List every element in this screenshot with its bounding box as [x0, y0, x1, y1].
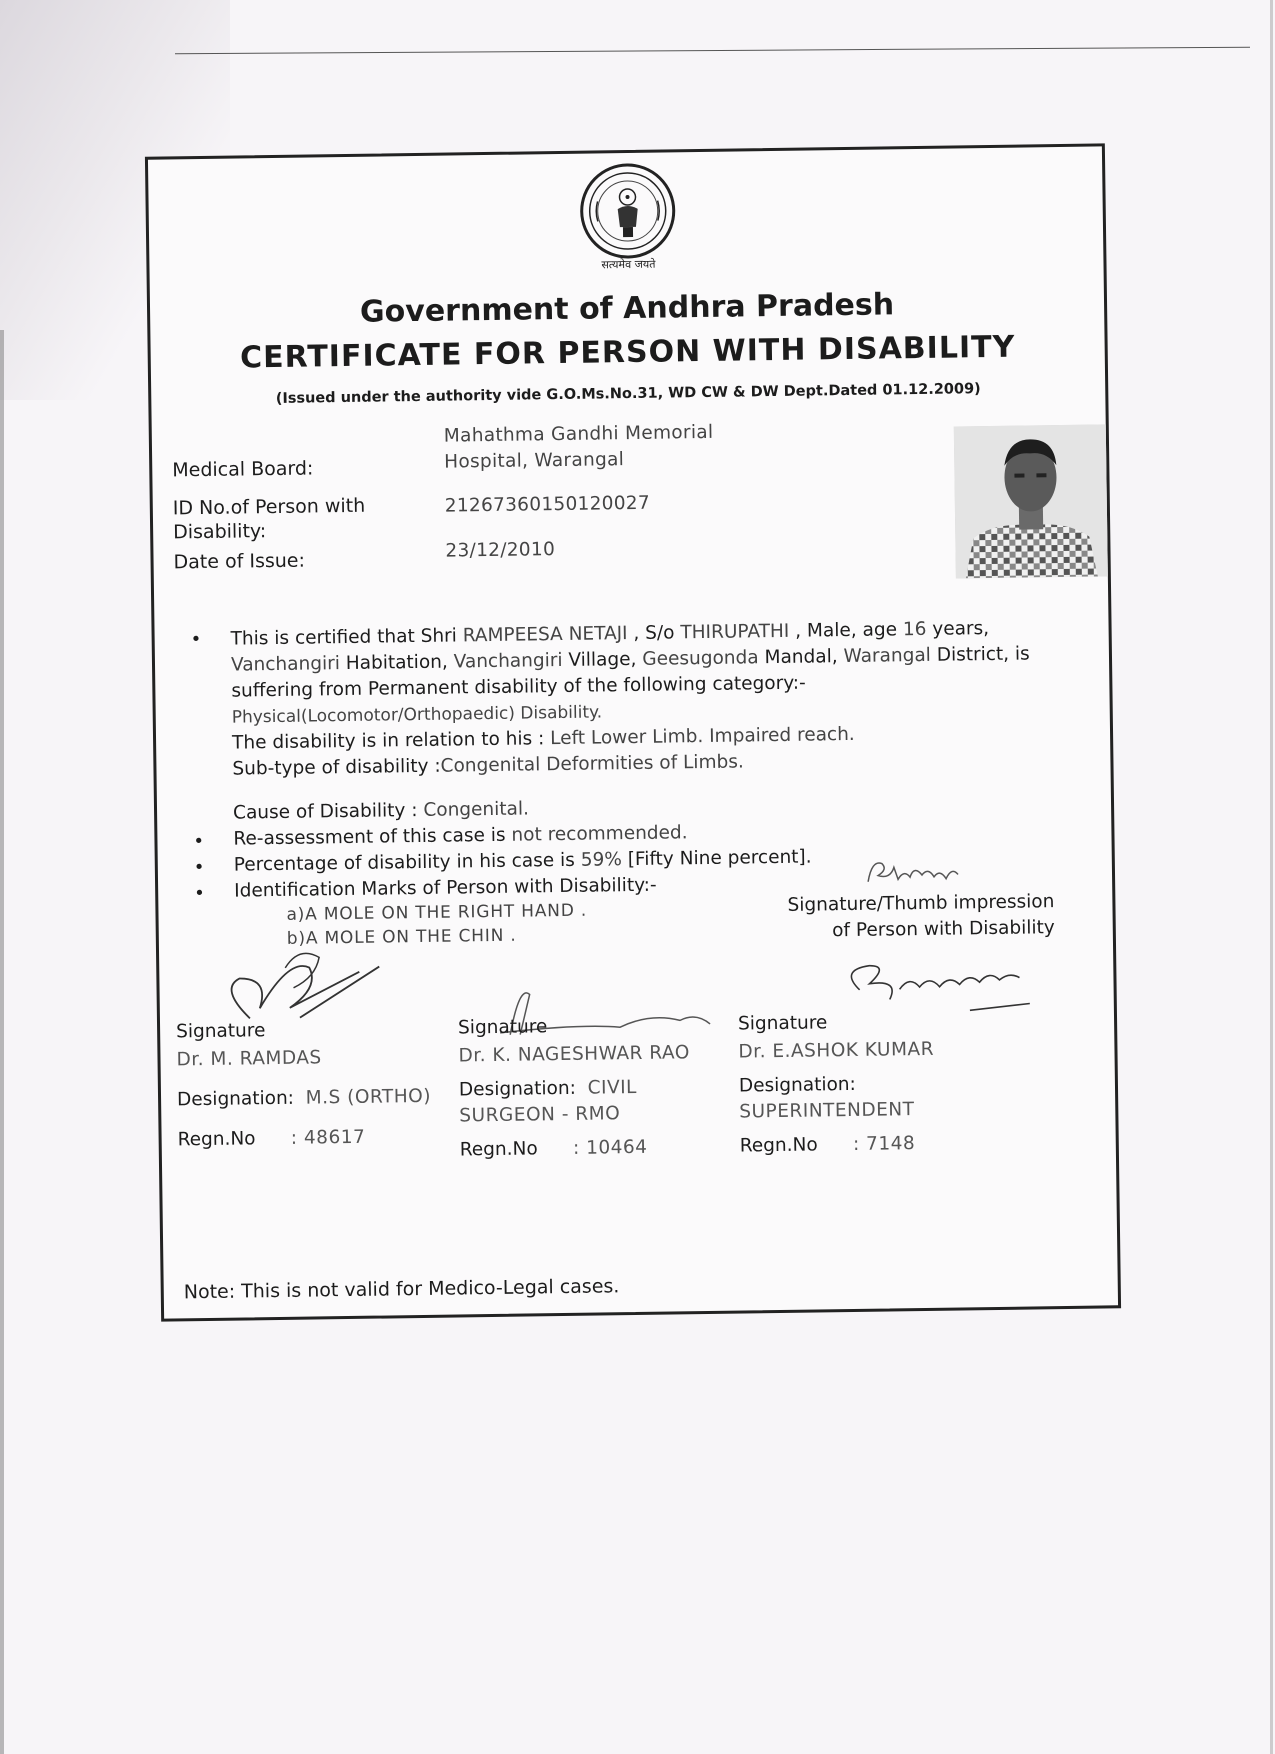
doctor3-regn: Regn.No : 7148	[739, 1133, 916, 1157]
signature-scribble	[818, 848, 1019, 891]
doctor3-block	[738, 1008, 1030, 1160]
statement-line-3: suffering from Permanent disability of the following category:-	[231, 672, 806, 702]
doctor1-signature-label: Signature	[175, 1020, 266, 1043]
doctor2-regn: Regn.No : 10464	[459, 1136, 648, 1161]
doctor1-designation: Designation: M.S (ORTHO)	[176, 1085, 432, 1111]
identification-mark-b: b)A MOLE ON THE CHIN .	[286, 925, 517, 949]
certificate-title: CERTIFICATE FOR PERSON WITH DISABILITY	[239, 329, 1016, 376]
id-label-line1: ID No.of Person with	[172, 494, 366, 520]
doctor3-designation-label: Designation:	[738, 1073, 856, 1097]
person-photo-image	[954, 424, 1108, 578]
doctor2-designation: Designation: CIVIL	[458, 1076, 638, 1101]
right-scan-edge	[1270, 0, 1273, 1754]
father-name: THIRUPATHI	[680, 620, 790, 644]
cause-line: Cause of Disability : Congenital.	[232, 798, 530, 824]
medical-board-label: Medical Board:	[172, 457, 314, 482]
relation-line: The disability is in relation to his : Left Lower Limb. Impaired reach.	[231, 723, 855, 754]
person-name: RAMPEESA NETAJI	[462, 623, 628, 647]
identification-mark-a: a)A MOLE ON THE RIGHT HAND .	[286, 900, 588, 925]
date-value: 23/12/2010	[445, 539, 556, 562]
doctor3-designation: SUPERINTENDENT	[739, 1099, 915, 1123]
disability-category: Physical(Locomotor/Orthopaedic) Disability.	[231, 702, 603, 728]
person-handwritten-signature	[818, 848, 1019, 891]
id-label-line2: Disability:	[173, 520, 267, 544]
emblem-motto: सत्यमेव जयते	[601, 257, 656, 272]
identification-marks-label: Identification Marks of Person with Disability:-	[234, 874, 657, 902]
date-label: Date of Issue:	[173, 549, 306, 574]
state-emblem	[574, 160, 682, 279]
doctor3-name: Dr. E.ASHOK KUMAR	[738, 1038, 935, 1063]
medical-board-line2: Hospital, Warangal	[444, 449, 625, 473]
percentage-line: Percentage of disability in his case is 59% [Fifty Nine percent].	[233, 846, 812, 876]
authority-line: (Issued under the authority vide G.O.Ms.No.31, WD CW & DW Dept.Dated 01.12.2009)	[275, 381, 981, 407]
reassessment-line: Re-assessment of this case is not recommended.	[233, 822, 688, 850]
percentage-value: 59%	[580, 849, 623, 871]
left-scan-edge	[0, 330, 4, 1754]
doctor1-block	[176, 1016, 448, 1154]
bullet-icon: •	[190, 629, 202, 651]
doctor2-block	[458, 1012, 730, 1164]
bullet-icon: •	[194, 882, 205, 905]
statement-line-2: Vanchangiri Habitation, Vanchangiri Village, Geesugonda Mandal, Warangal District, is	[230, 643, 1030, 676]
doctor1-regn: Regn.No : 48617	[177, 1126, 366, 1151]
bullet-icon: •	[193, 830, 205, 853]
statement-line-1: This is certified that Shri RAMPEESA NETAJI , S/o THIRUPATHI , Male, age 16 years,	[230, 618, 990, 650]
medical-board-line1: Mahathma Gandhi Memorial	[443, 421, 714, 447]
subtype-line: Sub-type of disability :Congenital Deformities of Limbs.	[232, 751, 744, 780]
person-photo	[954, 424, 1108, 578]
certificate-frame	[145, 143, 1121, 1321]
doctor3-signature-label: Signature	[737, 1012, 828, 1035]
top-rule	[175, 47, 1250, 55]
doctor2-name: Dr. K. NAGESHWAR RAO	[458, 1042, 690, 1067]
id-value: 21267360150120027	[444, 492, 651, 517]
doctor1-name: Dr. M. RAMDAS	[176, 1047, 322, 1071]
government-heading: Government of Andhra Pradesh	[359, 287, 895, 330]
bullet-icon: •	[193, 856, 205, 879]
doctor2-signature-label: Signature	[457, 1016, 548, 1039]
age-value: 16	[902, 618, 927, 641]
doctor2-designation-line2: SURGEON - RMO	[459, 1103, 621, 1127]
person-signature-caption: Signature/Thumb impression of Person with Disability	[787, 891, 1055, 942]
validity-note: Note: This is not valid for Medico-Legal cases.	[183, 1275, 620, 1304]
